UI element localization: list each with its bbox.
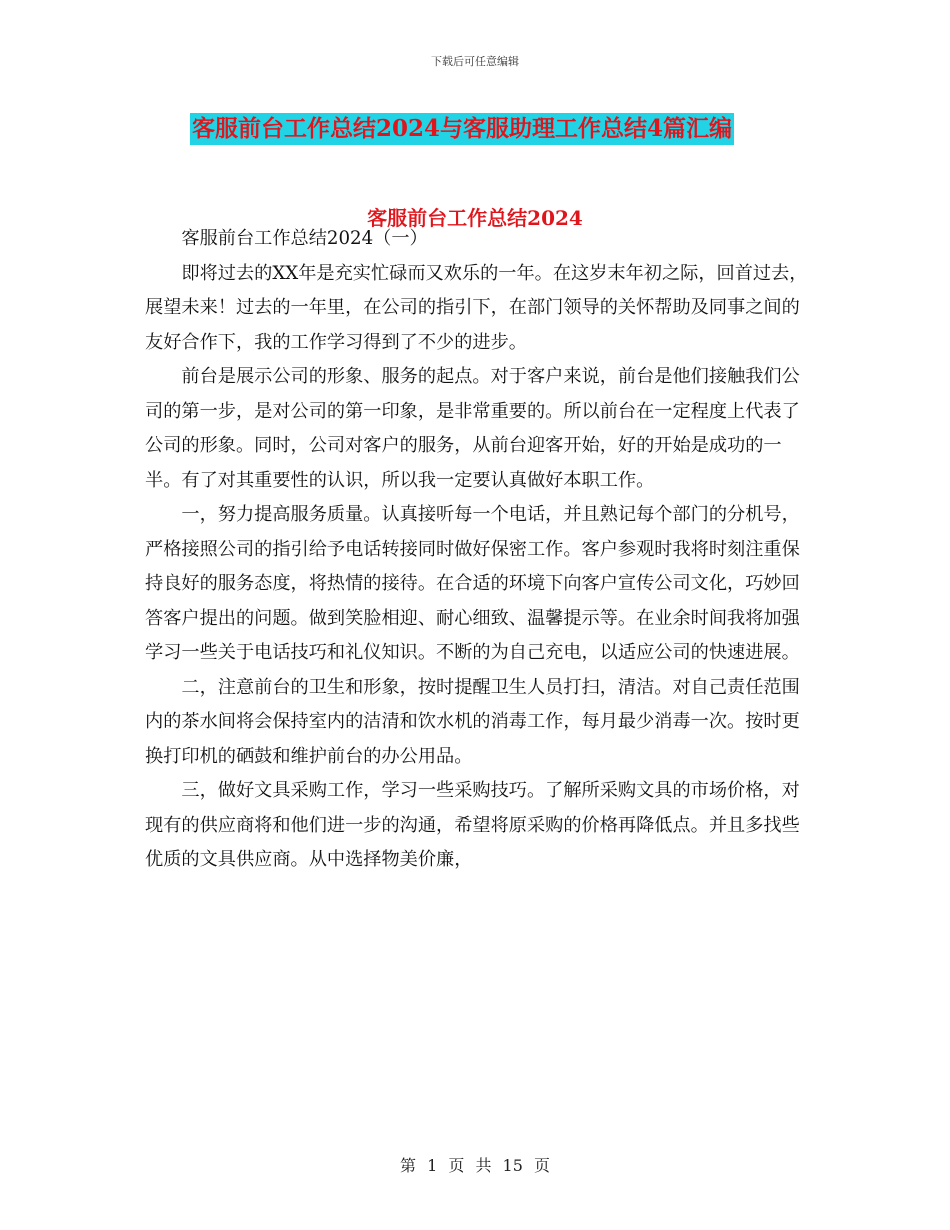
- paragraph: 即将过去的XX年是充实忙碌而又欢乐的一年。在这岁末年初之际，回首过去，展望未来！过去的一年里，在公司的指引下，在部门领导的关怀帮助及同事之间的友好合作下，我的工作学习得到了不少的进步。: [145, 262, 808, 353]
- page-footer: 第 1 页 共 15 页: [400, 1156, 550, 1175]
- paragraph-subtitle: 客服前台工作总结2024（一）: [181, 228, 428, 249]
- header-note: 下载后可任意编辑: [431, 55, 519, 68]
- main-title: 客服前台工作总结2024与客服助理工作总结4篇汇编: [190, 113, 734, 145]
- section-title: 客服前台工作总结2024: [367, 206, 583, 230]
- paragraph: 前台是展示公司的形象、服务的起点。对于客户来说，前台是他们接触我们公司的第一步，是对公司的第一印象，是非常重要的。所以前台在一定程度上代表了公司的形象。同时，公司对客户的服务，从前台迎客开始，好的开始是成功的一半。有了对其重要性的认识，所以我一定要认真做好本职工作。: [145, 366, 800, 491]
- paragraph: 二，注意前台的卫生和形象，按时提醒卫生人员打扫，清洁。对自己责任范围内的茶水间将会保持室内的洁清和饮水机的消毒工作，每月最少消毒一次。按时更换打印机的硒鼓和维护前台的办公用品。: [145, 676, 800, 767]
- paragraph: 三，做好文具采购工作，学习一些采购技巧。了解所采购文具的市场价格，对现有的供应商将和他们进一步的沟通，希望将原采购的价格再降低点。并且多找些优质的文具供应商。从中选择物美价廉，: [145, 780, 800, 870]
- paragraph: 一，努力提高服务质量。认真接听每一个电话，并且熟记每个部门的分机号，严格接照公司的指引给予电话转接同时做好保密工作。客户参观时我将时刻注重保持良好的服务态度，将热情的接待。在合适的环境下向客户宣传公司文化，巧妙回答客户提出的问题。做到笑脸相迎、耐心细致、温馨提示等。在业余时间我将加强学习一些关于电话技巧和礼仪知识。不断的为自己充电，以适应公司的快速进展。: [145, 504, 800, 663]
- document-body: [145, 222, 810, 878]
